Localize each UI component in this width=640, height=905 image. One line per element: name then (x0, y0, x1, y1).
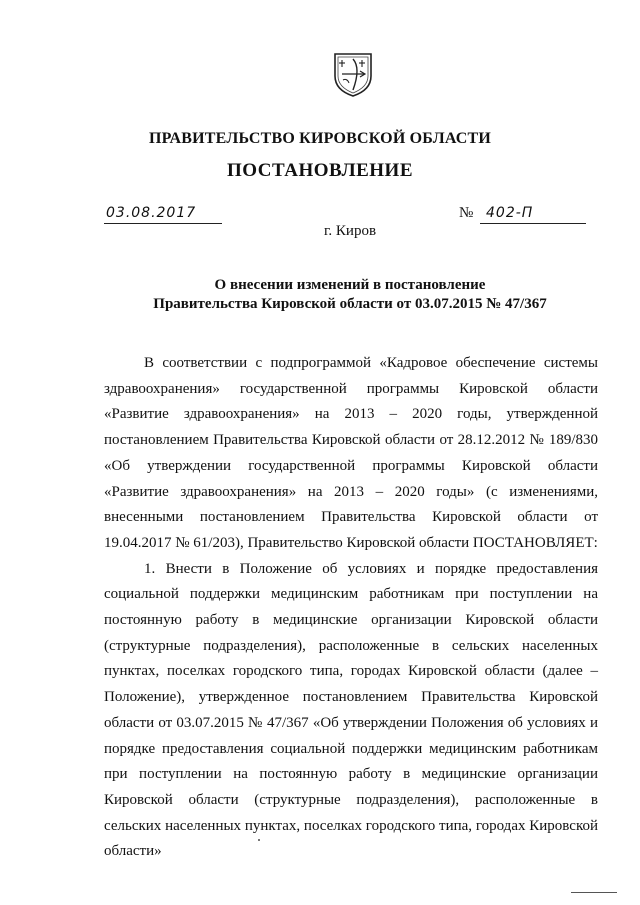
city: г. Киров (323, 223, 377, 239)
document-date: 03.08.2017 (104, 204, 222, 224)
document-type-title: ПОСТАНОВЛЕНИЕ (226, 160, 414, 181)
number-label: № (459, 205, 474, 221)
subject-line-2: Правительства Кировской области от 03.07.2015 № 47/367 (153, 296, 547, 312)
body-paragraph-2: 1. Внести в Положение об условиях и порядке предоставления социальной поддержки медицинским работникам при поступлении на постоянную работу в медицинские организации Кировской области (структурные подразделения), расположенные в сельских населенных пунктах, поселках городского типа, городах Кировской области (далее – Положение), утвержденное постановлением Правительства Кировской области от 03.07.2015 № 47/367 «Об утверждении Положения об условиях и порядке предоставления социальной поддержки медицинским работникам при поступлении на постоянную работу в медицинские организации Кировской области (структурные подразделения), расположенные в сельских населенных пунктах, поселках городского типа, городах Кировской области» (104, 560, 598, 860)
subject-line-1: О внесении изменений в постановление (214, 277, 486, 293)
document-number: 402-П (480, 204, 586, 224)
footer-line (571, 892, 617, 893)
body-paragraph-1: В соответствии с подпрограммой «Кадровое обеспечение системы здравоохранения» государственной программы Кировской области «Развитие здравоохранения» на 2013 – 2020 годы, утвержденной постановлением Правительства Кировской области от 28.12.2012 № 189/830 «Об утверждении государственной программы Кировской области «Развитие здравоохранения» на 2013 – 2020 годы» (с изменениями, внесенными постановлением Правительства Кировской области от 19.04.2017 № 61/203), Правительство Кировской области ПОСТАНОВЛЯЕТ: (104, 355, 598, 551)
coat-of-arms-icon (331, 50, 375, 98)
document-subject (0, 276, 640, 314)
document-body (104, 351, 598, 865)
scan-artifact (258, 839, 260, 841)
organization-title: ПРАВИТЕЛЬСТВО КИРОВСКОЙ ОБЛАСТИ (148, 130, 492, 147)
